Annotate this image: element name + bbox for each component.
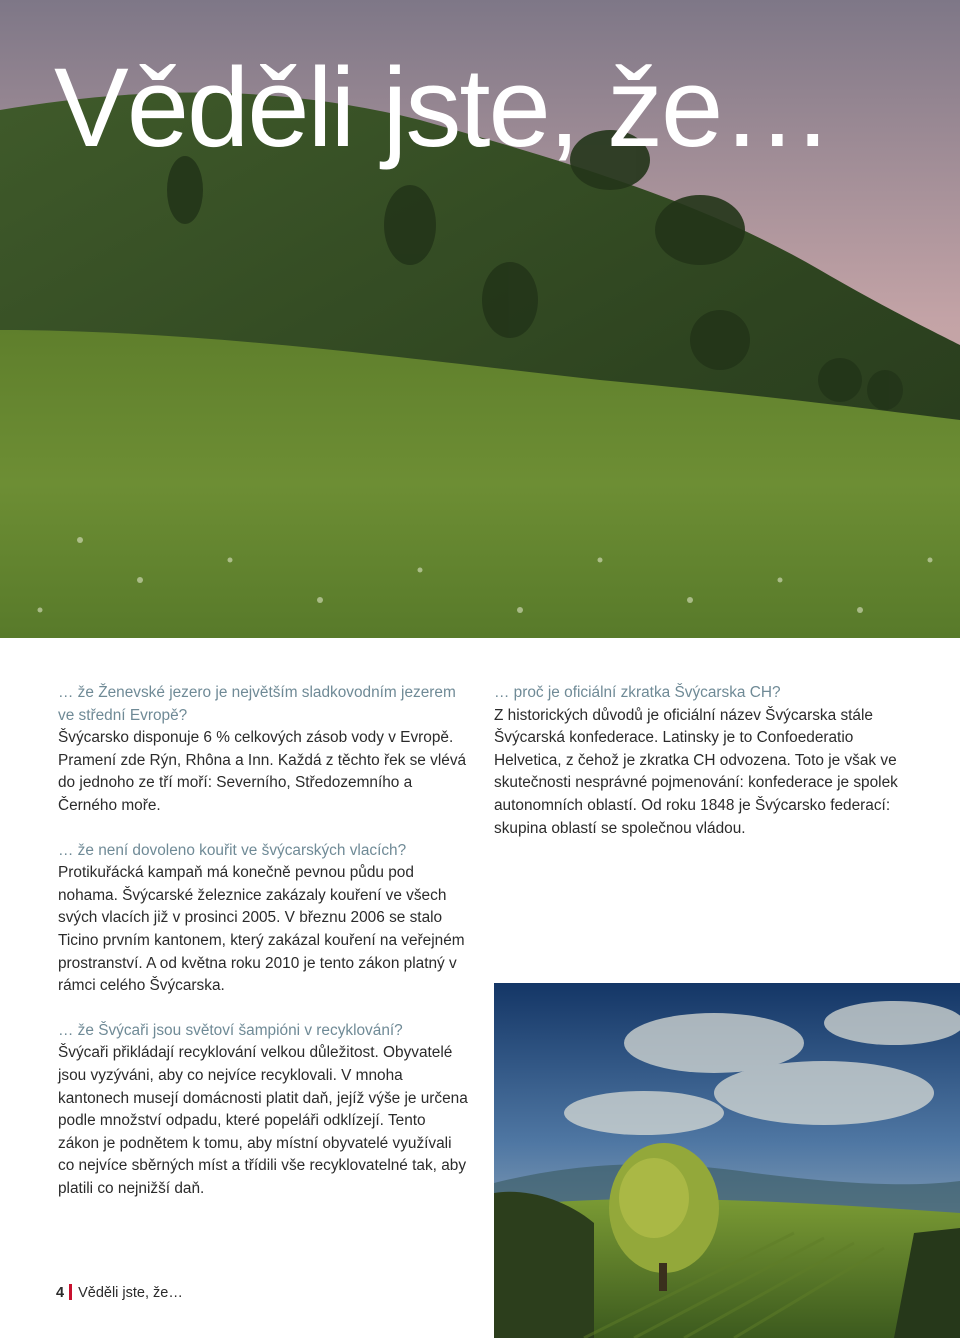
landscape-photo xyxy=(494,983,960,1338)
fact-block xyxy=(58,682,468,818)
fact-answer: Švýcaři přikládají recyklování velkou důležitost. Obyvatelé jsou vyzýváni, aby co nejvíce recyklovali. V mnoha kantonech musejí domácnosti platit daň, jejíž výše je určena podle množství odpadu, které popeláři odklízejí. Tento zákon je podnětem k tomu, aby místní obyvatelé využívali co nejvíce sběrných míst a třídili vše recyklovatelné tak, aby platili co nejnižší daň. xyxy=(58,1044,468,1197)
hills-and-tree-photo xyxy=(494,983,960,1338)
right-column xyxy=(494,682,904,862)
running-title: Věděli jste, že… xyxy=(78,1285,183,1301)
page-footer xyxy=(56,1283,183,1303)
fact-question: … že Ženevské jezero je největším sladkovodním jezerem ve střední Evropě? xyxy=(58,684,456,724)
fact-block xyxy=(58,1020,468,1201)
fact-question: … proč je oficiální zkratka Švýcarska CH? xyxy=(494,684,781,701)
page-title: Věděli jste, že… xyxy=(54,45,832,170)
hero-photo xyxy=(0,0,960,638)
fact-block xyxy=(494,682,904,840)
fact-answer: Švýcarsko disponuje 6 % celkových zásob vody v Evropě. Pramení zde Rýn, Rhôna a Inn. Každá z těchto řek se vlévá do jednoho ze tří moří: Severního, Středozemního a Černého moře. xyxy=(58,729,467,814)
fact-question: … že není dovoleno kouřit ve švýcarských vlacích? xyxy=(58,841,407,859)
fact-question: … že Švýcaři jsou světoví šampióni v recyklování? xyxy=(58,1021,403,1039)
page-number: 4 xyxy=(56,1285,65,1301)
fact-answer: Protikuřácká kampaň má konečně pevnou půdu pod nohama. Švýcarské železnice zakázaly kouření ve všech svých vlacích již v prosinci 2005. V březnu 2006 se stalo Ticino prvním kantonem, který zakázal kouření na veřejném prostranství. A od května roku 2010 je tento zákon platný v rámci celého Švýcarska. xyxy=(58,864,465,995)
left-column xyxy=(58,682,468,1222)
footer-divider xyxy=(69,1284,72,1300)
fact-block xyxy=(58,840,468,998)
fact-answer: Z historických důvodů je oficiální název Švýcarska stále Švýcarská konfederace. Latinsky je to Confoederatio Helvetica, z čehož je zkratka CH odvozena. Toto je však ve skutečnosti nesprávné pojmenování: konfederace je spolek autonomních oblastí. Od roku 1848 je Švýcarsko federací: skupina oblastí se společnou vládou. xyxy=(494,706,898,837)
